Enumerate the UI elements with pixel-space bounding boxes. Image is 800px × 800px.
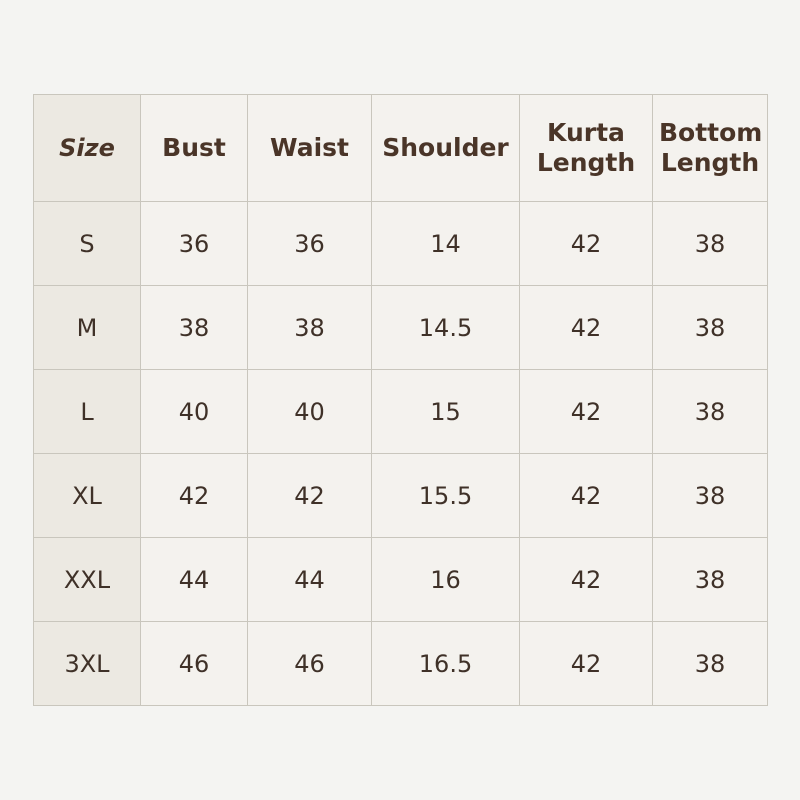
cell-bust: 46: [141, 622, 248, 706]
cell-bust: 38: [141, 286, 248, 370]
column-header-size: Size: [34, 95, 141, 202]
cell-kurta-length: 42: [520, 454, 653, 538]
cell-waist: 42: [248, 454, 372, 538]
cell-bottom-length: 38: [653, 202, 768, 286]
column-header-bust: Bust: [141, 95, 248, 202]
cell-bottom-length: 38: [653, 454, 768, 538]
table-row: [34, 286, 768, 370]
cell-bottom-length: 38: [653, 370, 768, 454]
cell-kurta-length: 42: [520, 538, 653, 622]
cell-size: S: [34, 202, 141, 286]
cell-waist: 40: [248, 370, 372, 454]
column-header-waist: Waist: [248, 95, 372, 202]
cell-shoulder: 16: [372, 538, 520, 622]
cell-waist: 46: [248, 622, 372, 706]
cell-waist: 44: [248, 538, 372, 622]
cell-kurta-length: 42: [520, 202, 653, 286]
cell-bottom-length: 38: [653, 286, 768, 370]
cell-bust: 36: [141, 202, 248, 286]
table-header-row: [34, 95, 768, 202]
cell-bust: 42: [141, 454, 248, 538]
cell-waist: 38: [248, 286, 372, 370]
cell-shoulder: 15: [372, 370, 520, 454]
cell-kurta-length: 42: [520, 622, 653, 706]
table-row: [34, 454, 768, 538]
column-header-bottom-length: Bottom Length: [653, 95, 768, 202]
cell-shoulder: 16.5: [372, 622, 520, 706]
size-chart-container: [33, 94, 767, 706]
table-row: [34, 538, 768, 622]
cell-size: XL: [34, 454, 141, 538]
cell-shoulder: 15.5: [372, 454, 520, 538]
cell-bust: 44: [141, 538, 248, 622]
table-header: [34, 95, 768, 202]
cell-shoulder: 14.5: [372, 286, 520, 370]
column-header-kurta-length: Kurta Length: [520, 95, 653, 202]
cell-waist: 36: [248, 202, 372, 286]
cell-size: 3XL: [34, 622, 141, 706]
cell-size: M: [34, 286, 141, 370]
column-header-shoulder: Shoulder: [372, 95, 520, 202]
table-row: [34, 622, 768, 706]
cell-shoulder: 14: [372, 202, 520, 286]
size-chart-table: [33, 94, 768, 706]
table-body: [34, 202, 768, 706]
table-row: [34, 370, 768, 454]
cell-bottom-length: 38: [653, 538, 768, 622]
cell-kurta-length: 42: [520, 286, 653, 370]
cell-bust: 40: [141, 370, 248, 454]
table-row: [34, 202, 768, 286]
cell-size: L: [34, 370, 141, 454]
cell-bottom-length: 38: [653, 622, 768, 706]
cell-size: XXL: [34, 538, 141, 622]
cell-kurta-length: 42: [520, 370, 653, 454]
